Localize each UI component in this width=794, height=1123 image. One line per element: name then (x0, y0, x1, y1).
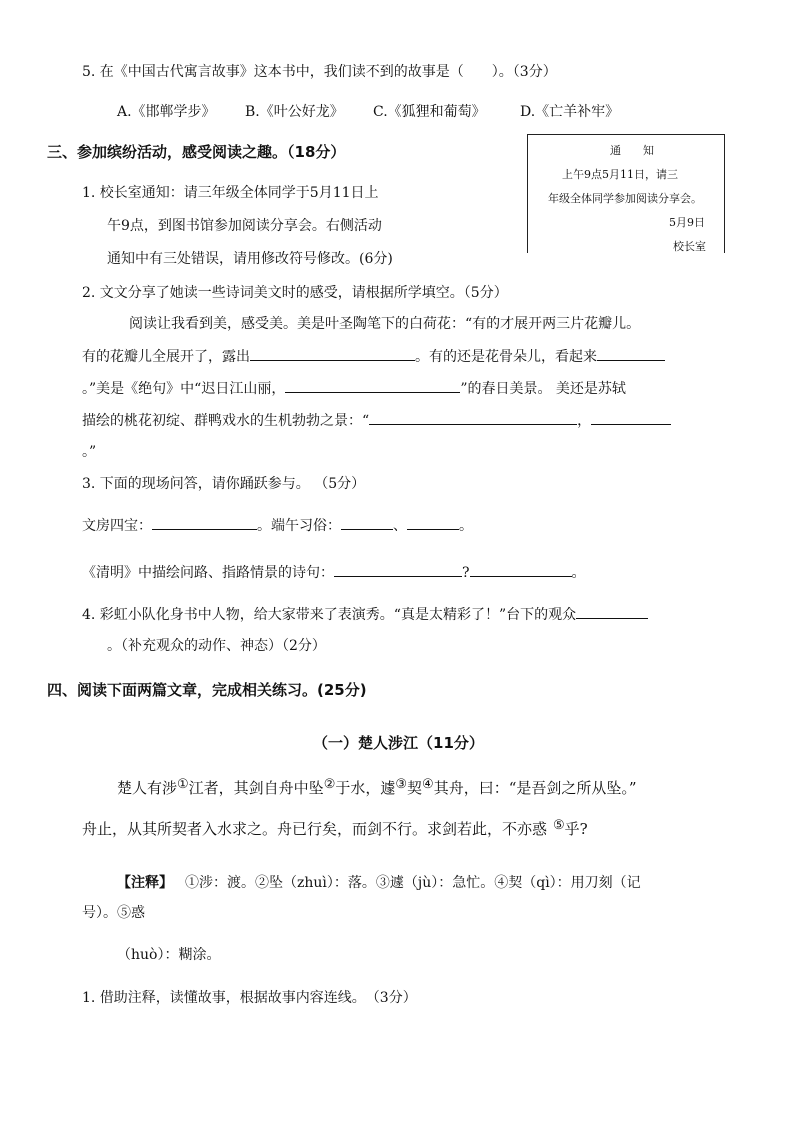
s3-q2-stem: 2. 文文分享了她读一些诗词美文时的感受，请根据所学填空。（5分） (82, 285, 508, 301)
q5-stem: 5. 在《中国古代寓言故事》这本书中，我们读不到的故事是（ ）。（3分） (82, 64, 557, 80)
blank-input[interactable] (591, 410, 671, 425)
notice-line2: 年级全体同学参加阅读分享会。 (548, 192, 702, 205)
blank-input[interactable] (369, 410, 577, 425)
s3-q4-line2: 。（补充观众的动作、神态）（2分） (107, 638, 326, 654)
notes-line2: 号）。⑤惑 (82, 905, 145, 921)
blank-input[interactable] (334, 562, 462, 577)
notes-label: 【注释】 (117, 875, 173, 891)
blank-input[interactable] (470, 562, 572, 577)
passage1-line2: 舟止，从其所契者入水求之。舟已行矣，而剑不行。求剑若此，不亦惑 ⑤乎? (82, 818, 588, 838)
notice-box (527, 134, 725, 253)
notes-line3: （huò）：糊涂。 (117, 947, 221, 963)
blank-input[interactable] (597, 346, 665, 361)
blank-input[interactable] (407, 515, 459, 530)
s3-q2-p3: 。”美是《绝句》中“迟日江山丽， ”的春日美景。 美还是苏轼 (82, 378, 626, 399)
q5-option-a[interactable]: A.《邯郸学步》 (117, 104, 216, 120)
notice-date: 5月9日 (669, 216, 705, 229)
s3-q2-p1: 阅读让我看到美，感受美。美是叶圣陶笔下的白荷花：“有的才展开两三片花瓣儿。 (129, 316, 641, 332)
notice-line1: 上午9点5月11日，请三 (562, 168, 678, 181)
s3-q2-p5: 。” (82, 444, 97, 460)
s3-q3-stem: 3. 下面的现场问答，请你踊跃参与。 （5分） (82, 476, 366, 492)
q5-option-d[interactable]: D.《亡羊补牢》 (520, 104, 620, 120)
passage1-line1: 楚人有涉①江者，其剑自舟中坠②于水，遽③契④其舟，曰：“是吾剑之所从坠。” (117, 777, 637, 797)
section3-title: 三、参加缤纷活动，感受阅读之趣。（18分） (47, 143, 346, 161)
s3-q3-line1: 文房四宝： 。端午习俗： 、 。 (82, 515, 473, 536)
s3-q1-line3: 通知中有三处错误，请用修改符号修改。(6分) (107, 251, 393, 267)
section4-title: 四、阅读下面两篇文章，完成相关练习。(25分) (47, 681, 367, 699)
blank-input[interactable] (152, 515, 257, 530)
q5-option-c[interactable]: C.《狐狸和葡萄》 (373, 104, 486, 120)
blank-input[interactable] (341, 515, 393, 530)
s3-q4-line1: 4. 彩虹小队化身书中人物，给大家带来了表演秀。“真是太精彩了！”台下的观众 (82, 604, 648, 625)
s3-q3-line2: 《清明》中描绘问路、指路情景的诗句： ? 。 (82, 562, 586, 583)
s3-q2-p4: 描绘的桃花初绽、群鸭戏水的生机勃勃之景：“ ， (82, 410, 671, 431)
passage1-title: （一）楚人涉江（11分） (313, 734, 484, 752)
notice-title: 通 知 (610, 144, 654, 157)
blank-input[interactable] (576, 604, 648, 619)
s3-q1-line2: 午9点，到图书馆参加阅读分享会。右侧活动 (107, 218, 382, 234)
blank-input[interactable] (285, 378, 460, 393)
notice-sign: 校长室 (673, 240, 706, 253)
blank-input[interactable] (250, 346, 415, 361)
s3-q1-line1: 1. 校长室通知：请三年级全体同学于5月11日上 (82, 185, 379, 201)
s3-q2-p2: 有的花瓣儿全展开了，露出 。有的还是花骨朵儿，看起来 (82, 346, 665, 367)
q5-option-b[interactable]: B.《叶公好龙》 (245, 104, 344, 120)
notes-line1: 【注释】 ①涉：渡。②坠（zhuì）：落。③遽（jù）：急忙。④契（qì）：用刀刻（记 (117, 875, 641, 891)
s4-q1: 1. 借助注释，读懂故事，根据故事内容连线。 （3分） (82, 990, 417, 1006)
